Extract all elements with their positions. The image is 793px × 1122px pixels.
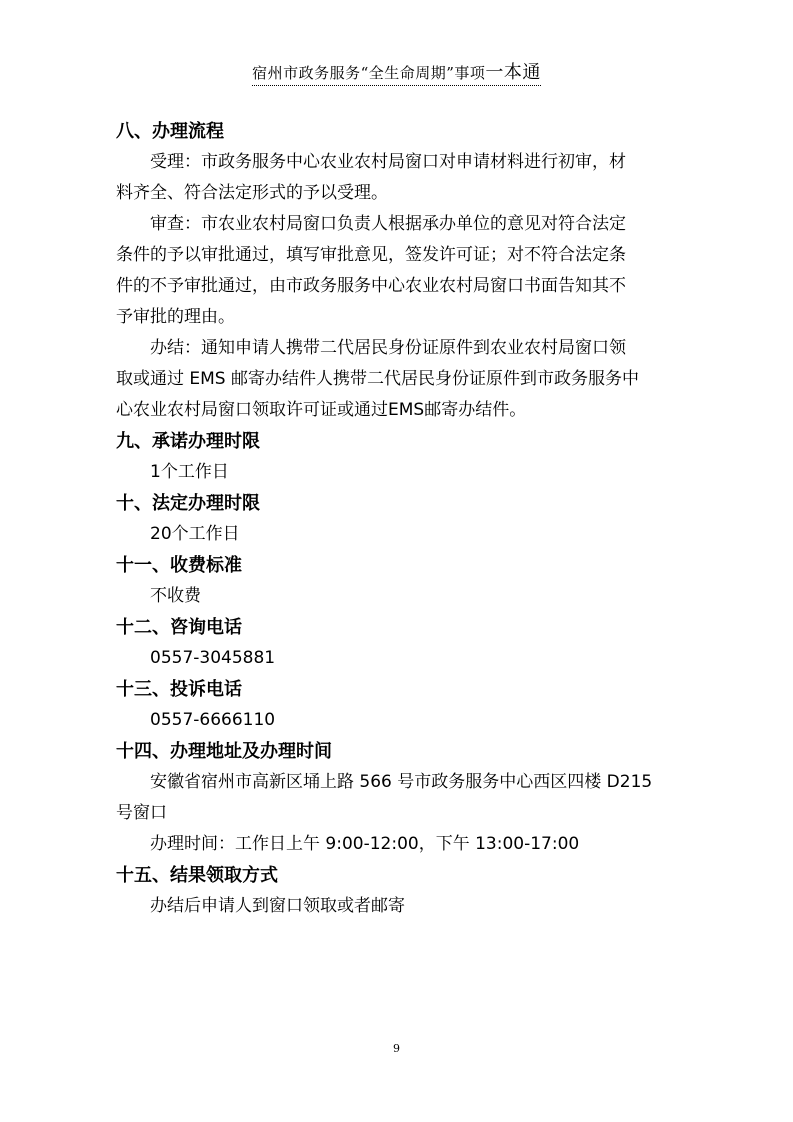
header-title [252, 64, 541, 86]
process-line: 审查：市农业农村局窗口负责人根据承办单位的意见对符合法定 [150, 214, 626, 234]
result-pickup-value: 办结后申请人到窗口领取或者邮寄 [150, 896, 405, 916]
process-line: 料齐全、符合法定形式的予以受理。 [116, 183, 388, 203]
header-title-tail: 一本通 [485, 62, 541, 83]
legal-time-value: 20个工作日 [150, 524, 240, 544]
section-heading-address-hours: 十四、办理地址及办理时间 [116, 741, 332, 762]
process-line: 件的不予审批通过，由市政务服务中心农业农村局窗口书面告知其不 [116, 276, 626, 296]
process-line: 取或通过 EMS 邮寄办结件人携带二代居民身份证原件到市政务服务中 [116, 369, 640, 389]
section-heading-complaint-phone: 十三、投诉电话 [116, 679, 242, 700]
document-body [116, 116, 686, 922]
header-title-main: 宿州市政务服务“全生命周期”事项 [252, 64, 486, 82]
process-line: 条件的予以审批通过，填写审批意见，签发许可证；对不符合法定条 [116, 245, 626, 265]
process-line: 予审批的理由。 [116, 307, 235, 327]
process-line: 办结：通知申请人携带二代居民身份证原件到农业农村局窗口领 [150, 338, 626, 358]
section-heading-consult-phone: 十二、咨询电话 [116, 617, 242, 638]
consult-phone-value: 0557-3045881 [150, 648, 276, 668]
page-number: 9 [393, 1042, 400, 1055]
process-line: 受理：市政务服务中心农业农村局窗口对申请材料进行初审，材 [150, 152, 626, 172]
section-heading-legal-time: 十、法定办理时限 [116, 493, 260, 514]
section-heading-result-pickup: 十五、结果领取方式 [116, 865, 278, 886]
page-header [0, 58, 793, 84]
promised-time-value: 1个工作日 [150, 462, 229, 482]
fee-value: 不收费 [150, 586, 201, 606]
address-line: 安徽省宿州市高新区埇上路 566 号市政务服务中心西区四楼 D215 [150, 772, 653, 792]
process-line: 心农业农村局窗口领取许可证或通过EMS邮寄办结件。 [116, 400, 527, 420]
address-line: 号窗口 [116, 803, 167, 823]
section-heading-process: 八、办理流程 [116, 121, 224, 142]
office-hours: 办理时间：工作日上午 9:00-12:00，下午 13:00-17:00 [150, 834, 580, 854]
section-heading-promised-time: 九、承诺办理时限 [116, 431, 260, 452]
complaint-phone-value: 0557-6666110 [150, 710, 276, 730]
section-heading-fee: 十一、收费标准 [116, 555, 242, 576]
